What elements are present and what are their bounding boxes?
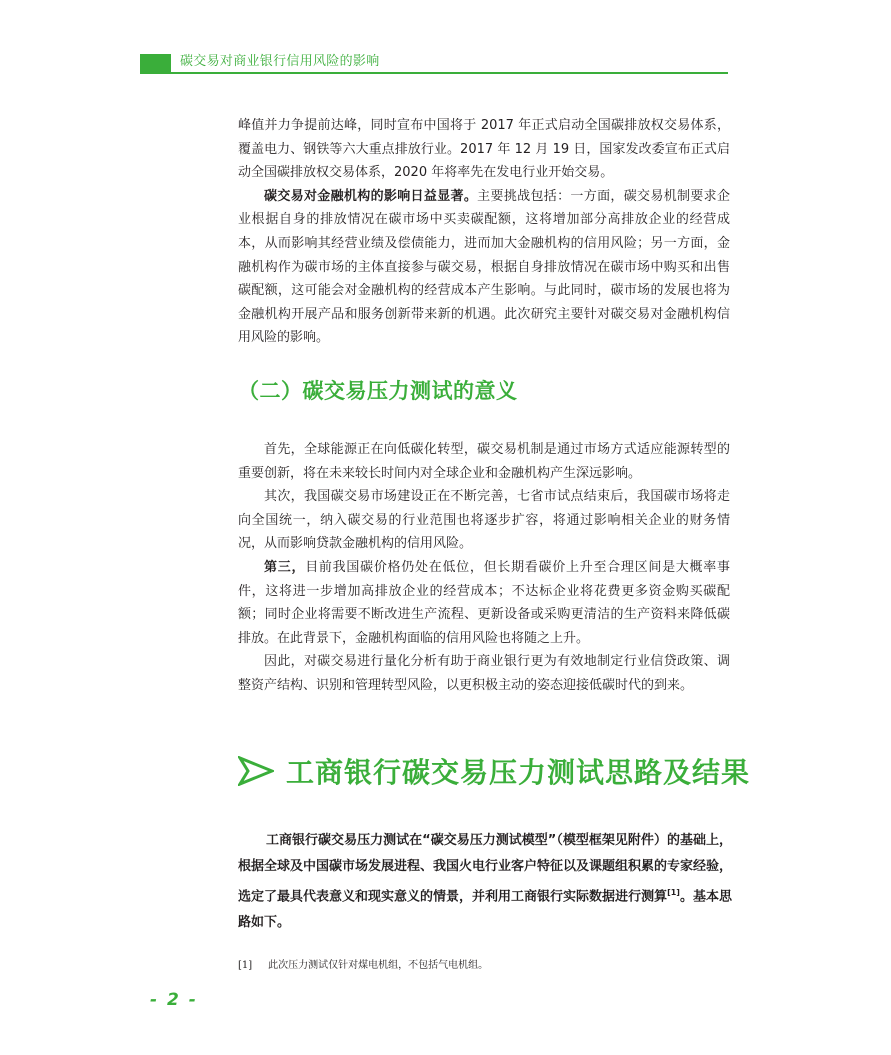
footnote bbox=[238, 958, 488, 974]
chapter-intro bbox=[238, 828, 732, 936]
paragraph-body: 主要挑战包括：一方面，碳交易机制要求企业根据自身的排放情况在碳市场中买卖碳配额，这将增加部分高排放企业的经营成本，从而影响其经营业绩及偿债能力，进而加大金融机构的信用风险；另一方面，金融机构作为碳市场的主体直接参与碳交易，根据自身排放情况在碳市场中购买和出售碳配额，这可能会对金融机构的经营成本产生影响。与此同时，碳市场的发展也将为金融机构开展产品和服务创新带来新的机遇。此次研究主要针对碳交易对金融机构信用风险的影响。 bbox=[238, 188, 730, 346]
paragraph-first: 首先，全球能源正在向低碳化转型，碳交易机制是通过市场方式适应能源转型的重要创新，将在未来较长时间内对全球企业和金融机构产生深远影响。 bbox=[238, 442, 730, 481]
running-header-title: 碳交易对商业银行信用风险的影响 bbox=[180, 54, 380, 69]
header-divider bbox=[140, 72, 728, 74]
paragraph-third bbox=[238, 556, 730, 650]
section1-text bbox=[238, 114, 730, 350]
chapter-heading bbox=[238, 748, 750, 794]
continued-paragraph: 峰值并力争提前达峰，同时宣布中国将于 2017 年正式启动全国碳排放权交易体系，覆盖电力、钢铁等六大重点排放行业。2017 年 12 月 19 日，国家发改委宣布正式启动全国碳排放权交易体系，2020 年将率先在发电行业开始交易。 bbox=[238, 118, 730, 181]
footnote-marker: [1] bbox=[238, 960, 253, 971]
chapter-intro-text: 工商银行碳交易压力测试在“碳交易压力测试模型”（模型框架见附件）的基础上，根据全球及中国碳市场发展进程、我国火电行业客户特征以及课题组积累的专家经验，选定了最具代表意义和现实意义的情景，并利用工商银行实际数据进行测算 bbox=[238, 833, 733, 905]
chapter-intro-end: 。基本思路如下。 bbox=[238, 889, 732, 931]
arrow-right-icon bbox=[238, 756, 274, 786]
paragraph-third-body: 目前我国碳价格仍处在低位，但长期看碳价上升至合理区间是大概率事件，这将进一步增加高排放企业的经营成本；不达标企业将花费更多资金购买碳配额；同时企业将需要不断改进生产流程、更新设备或采购更清洁的生产资料来降低碳排放。在此背景下，金融机构面临的信用风险也将随之上升。 bbox=[238, 559, 730, 646]
paragraph-conclusion: 因此，对碳交易进行量化分析有助于商业银行更为有效地制定行业信贷政策、调整资产结构、识别和管理转型风险，以更积极主动的姿态迎接低碳时代的到来。 bbox=[238, 654, 730, 693]
section-heading: （二）碳交易压力测试的意义 bbox=[238, 379, 518, 403]
chapter-title: 工商银行碳交易压力测试思路及结果 bbox=[286, 756, 751, 789]
section2-text bbox=[238, 438, 730, 698]
header-accent-block bbox=[140, 54, 171, 72]
paragraph-lead: 碳交易对金融机构的影响日益显著。 bbox=[264, 188, 478, 204]
paragraph-third-lead: 第三， bbox=[264, 559, 306, 575]
paragraph-second: 其次，我国碳交易市场建设正在不断完善，七省市试点结束后，我国碳市场将走向全国统一，纳入碳交易的行业范围也将逐步扩容，将通过影响相关企业的财务情况，从而影响贷款金融机构的信用风险。 bbox=[238, 489, 730, 552]
paragraph-financial-impact bbox=[238, 185, 730, 350]
footnote-text: 此次压力测试仅针对煤电机组，不包括气电机组。 bbox=[268, 960, 489, 971]
page-number: - 2 - bbox=[150, 990, 198, 1010]
footnote-reference[interactable]: [1] bbox=[667, 888, 680, 897]
